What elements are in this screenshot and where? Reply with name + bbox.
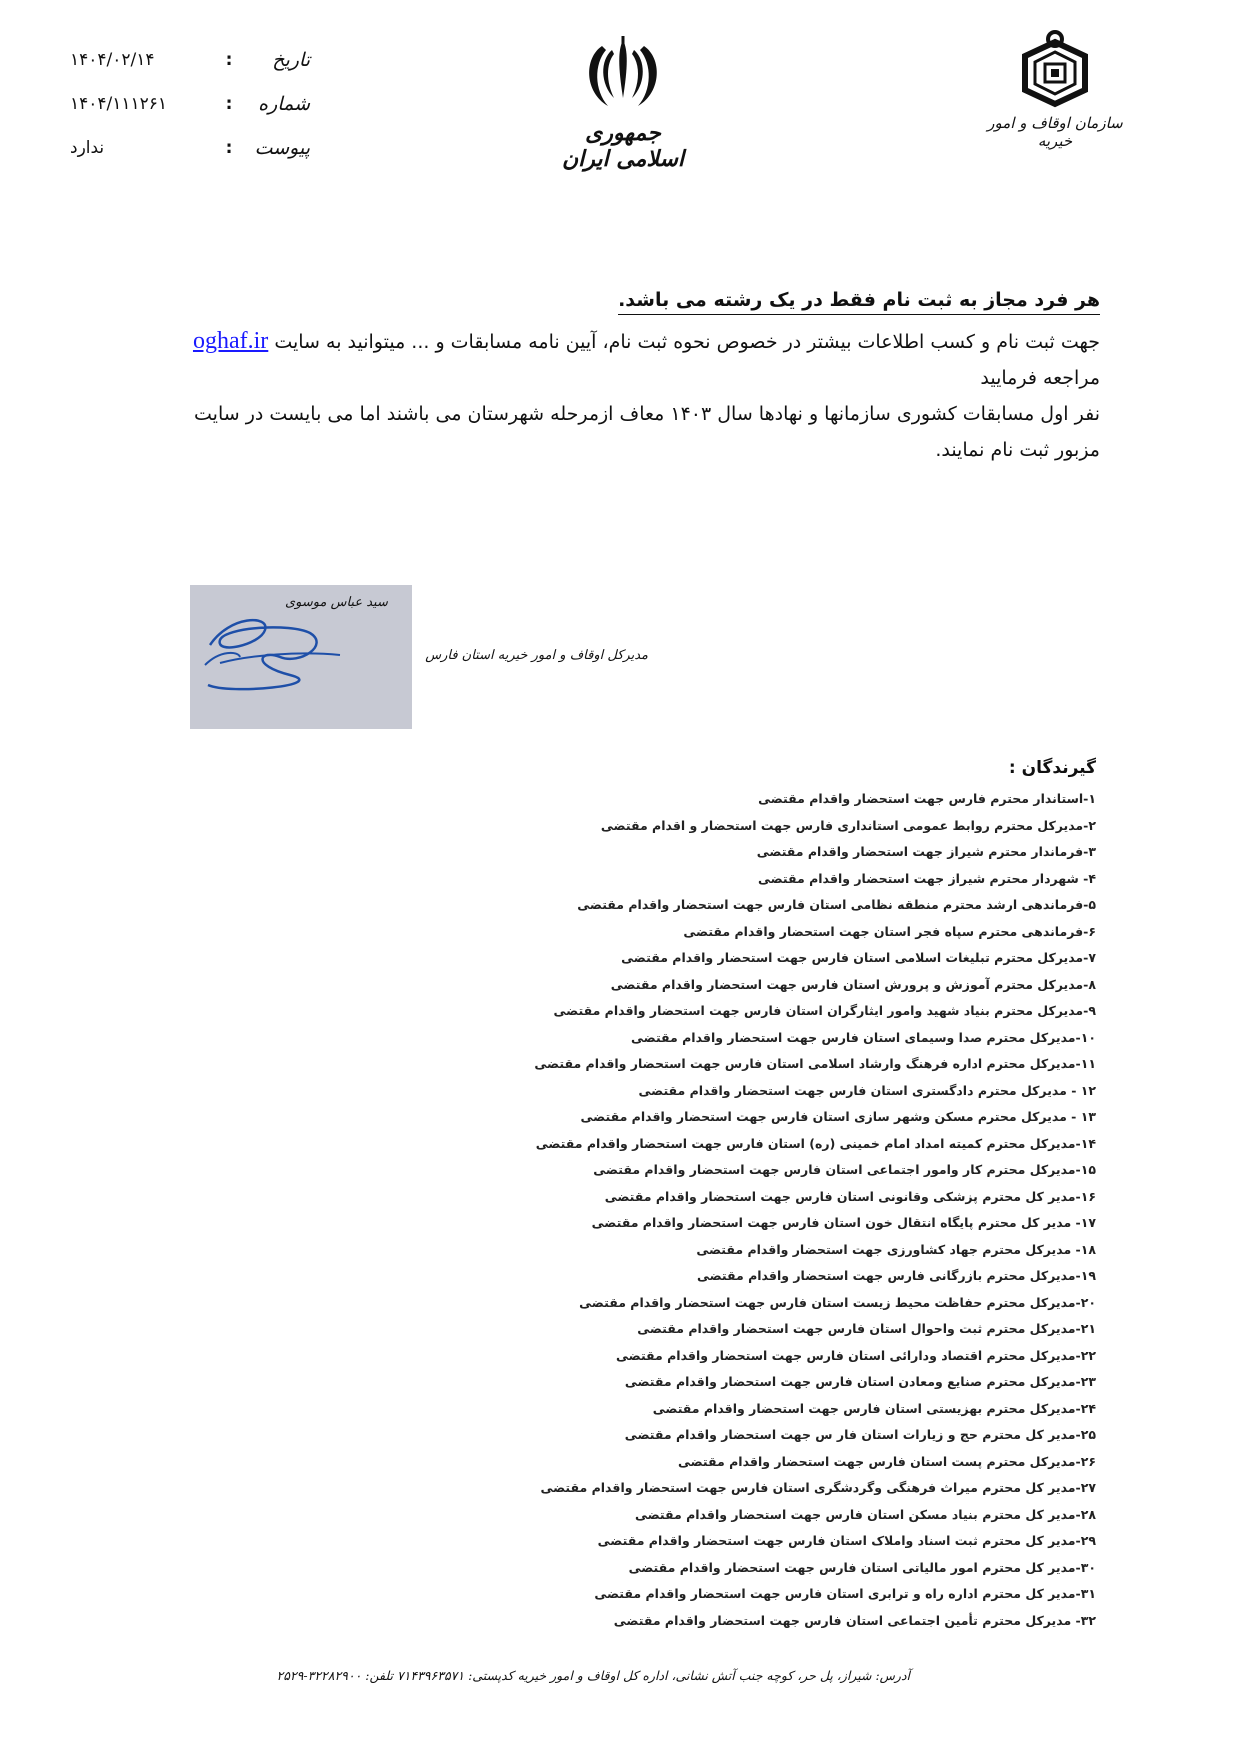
- recipient-item: ۲۴-مدیرکل محترم بهزیستی استان فارس جهت استحضار واقدام مقتضی: [652, 1400, 1096, 1416]
- date-value: ۱۴۰۴/۰۲/۱۴: [70, 50, 155, 70]
- iran-emblem-icon: [578, 36, 668, 116]
- recipient-item: ۱۹-مدیرکل محترم بازرگانی فارس جهت استحضار واقدام مقتضی: [696, 1268, 1096, 1283]
- recipient-item: ۱۵-مدیرکل محترم کار وامور اجتماعی استان فارس جهت استحضار واقدام مقتضی: [593, 1162, 1096, 1177]
- recipient-item: ۶-فرماندهی محترم سپاه فجر استان جهت استحضار واقدام مقتضی: [683, 923, 1096, 939]
- attachment-label: پیوست: [254, 137, 310, 159]
- recipient-item: ۱۳ - مدیرکل محترم مسکن وشهر سازی استان فارس جهت استحضار واقدام مقتضی: [580, 1109, 1096, 1124]
- recipient-item: ۲۷-مدیر کل محترم میراث فرهنگی وگردشگری استان فارس جهت استحضار واقدام مقتضی: [540, 1480, 1096, 1495]
- recipient-item: ۵-فرماندهی ارشد محترم منطقه نظامی استان فارس جهت استحضار واقدام مقتضی: [577, 897, 1096, 912]
- recipient-item: ۳۰-مدیر کل محترم امور مالیاتی استان فارس جهت استحضار واقدام مقتضی: [628, 1559, 1096, 1575]
- letter-meta: [70, 38, 310, 170]
- recipient-item: ۱۸- مدیرکل محترم جهاد کشاورزی جهت استحضار واقدام مقتضی: [696, 1241, 1096, 1257]
- attachment-value: ندارد: [70, 138, 105, 158]
- para1-text-end: مراجعه فرمایید: [980, 367, 1100, 389]
- recipient-item: ۲۵-مدیر کل محترم حج و زیارات استان فار س جهت استحضار واقدام مقتضی: [624, 1427, 1096, 1442]
- recipient-item: ۷-مدیرکل محترم تبلیغات اسلامی استان فارس جهت استحضار واقدام مقتضی: [621, 950, 1096, 965]
- recipients-heading: گیرندگان :: [1008, 758, 1096, 778]
- recipient-item: ۹-مدیرکل محترم بنیاد شهید وامور ایثارگران استان فارس جهت استحضار واقدام مقتضی: [553, 1003, 1096, 1018]
- recipient-item: ۲-مدیرکل محترم روابط عمومی استانداری فارس جهت استحضار و اقدام مقتضی: [600, 817, 1096, 833]
- letter-body: [150, 282, 1100, 468]
- org-caption: سازمان اوقاف و امور خیریه: [987, 114, 1123, 150]
- recipient-item: ۱۲ - مدیرکل محترم دادگستری استان فارس جهت استحضار واقدام مقتضی: [638, 1082, 1096, 1098]
- recipient-item: ۲۰-مدیرکل محترم حفاظت محیط زیست استان فارس جهت استحضار واقدام مقتضی: [579, 1294, 1096, 1310]
- awqaf-logo: [985, 28, 1125, 150]
- signature-block: [190, 585, 648, 729]
- recipient-item: ۲۲-مدیرکل محترم اقتصاد ودارائی استان فارس جهت استحضار واقدام مقتضی: [615, 1347, 1096, 1363]
- paragraph-exemption: نفر اول مسابقات کشوری سازمانها و نهادها سال ۱۴۰۳ معاف ازمرحله شهرستان می باشند اما می بایست در سایت مزبور ثبت نام نمایند.: [194, 403, 1100, 461]
- recipient-item: ۳۲- مدیرکل محترم تأمین اجتماعی استان فارس جهت استحضار واقدام مقتضی: [613, 1612, 1096, 1628]
- emblem-caption: جمهوری اسلامی ایران: [561, 120, 685, 172]
- recipient-item: ۲۳-مدیرکل محترم صنایع ومعادن استان فارس جهت استحضار واقدام مقتضی: [624, 1374, 1096, 1389]
- recipient-item: ۲۹-مدیر کل محترم ثبت اسناد واملاک استان فارس جهت استحضار واقدام مقتضی: [597, 1533, 1096, 1548]
- recipient-item: ۱-استاندار محترم فارس جهت استحضار واقدام مقتضی: [758, 791, 1096, 806]
- recipient-item: ۳-فرماندار محترم شیراز جهت استحضار واقدام مقتضی: [756, 844, 1096, 859]
- recipient-item: ۱۶-مدیر کل محترم پزشکی وقانونی استان فارس جهت استحضار واقدام مقتضی: [604, 1188, 1096, 1204]
- headline: هر فرد مجاز به ثبت نام فقط در یک رشته می باشد.: [618, 286, 1100, 315]
- recipient-item: ۱۰-مدیرکل محترم صدا وسیمای استان فارس جهت استحضار واقدام مقتضی: [630, 1029, 1096, 1045]
- recipient-item: ۳۱-مدیر کل محترم اداره راه و ترابری استان فارس جهت استحضار واقدام مقتضی: [594, 1586, 1096, 1601]
- recipient-item: ۸-مدیرکل محترم آموزش و پرورش استان فارس جهت استحضار واقدام مقتضی: [610, 976, 1096, 992]
- website-link[interactable]: oghaf.ir: [192, 328, 269, 354]
- recipient-item: ۴- شهردار محترم شیراز جهت استحضار واقدام مقتضی: [757, 870, 1096, 886]
- signatory-name: سید عباس موسوی: [285, 595, 388, 610]
- awqaf-logo-icon: [1015, 28, 1095, 108]
- number-row: شماره : ۱۴۰۴/۱۱۱۲۶۱: [70, 93, 310, 115]
- attachment-row: پیوست : ندارد: [70, 137, 310, 159]
- recipient-item: ۲۶-مدیرکل محترم پست استان فارس جهت استحضار واقدام مقتضی: [677, 1453, 1096, 1469]
- signatory-title: مدیرکل اوقاف و امور خیریه استان فارس: [425, 648, 648, 663]
- recipient-item: ۱۱-مدیرکل محترم اداره فرهنگ وارشاد اسلامی استان فارس جهت استحضار واقدام مقتضی: [534, 1056, 1096, 1071]
- recipient-item: ۱۷- مدیر کل محترم پایگاه انتقال خون استان فارس جهت استحضار واقدام مقتضی: [591, 1215, 1096, 1230]
- date-row: تاریخ : ۱۴۰۴/۰۲/۱۴: [70, 49, 310, 71]
- recipients-section: [520, 758, 1096, 1634]
- iran-emblem: [548, 36, 698, 172]
- recipients-list: [520, 786, 1096, 1634]
- recipient-item: ۲۸-مدیر کل محترم بنیاد مسکن استان فارس جهت استحضار واقدام مقتضی: [634, 1506, 1096, 1522]
- recipient-item: ۱۴-مدیرکل محترم کمیته امداد امام خمینی (ره) استان فارس جهت استحضار واقدام مقتضی: [535, 1135, 1096, 1151]
- recipient-item: ۲۱-مدیرکل محترم ثبت واحوال استان فارس جهت استحضار واقدام مقتضی: [637, 1321, 1096, 1336]
- number-value: ۱۴۰۴/۱۱۱۲۶۱: [70, 94, 168, 114]
- footer-address: آدرس: شیراز، پل حر، کوچه جنب آتش نشانی، اداره کل اوقاف و امور خیریه کدپستی: ۷۱۴۳۹۶۳۵۷۱ تلفن: ۳۲۲۸۲۹۰۰-۲۵۲۹: [276, 1668, 910, 1683]
- number-label: شماره: [258, 93, 310, 115]
- date-label: تاریخ: [272, 49, 310, 71]
- paragraph-registration: [150, 323, 1100, 396]
- para1-text-start: جهت ثبت نام و کسب اطلاعات بیشتر در خصوص نحوه ثبت نام، آیین نامه مسابقات و ... میتوانید به سایت: [268, 331, 1100, 353]
